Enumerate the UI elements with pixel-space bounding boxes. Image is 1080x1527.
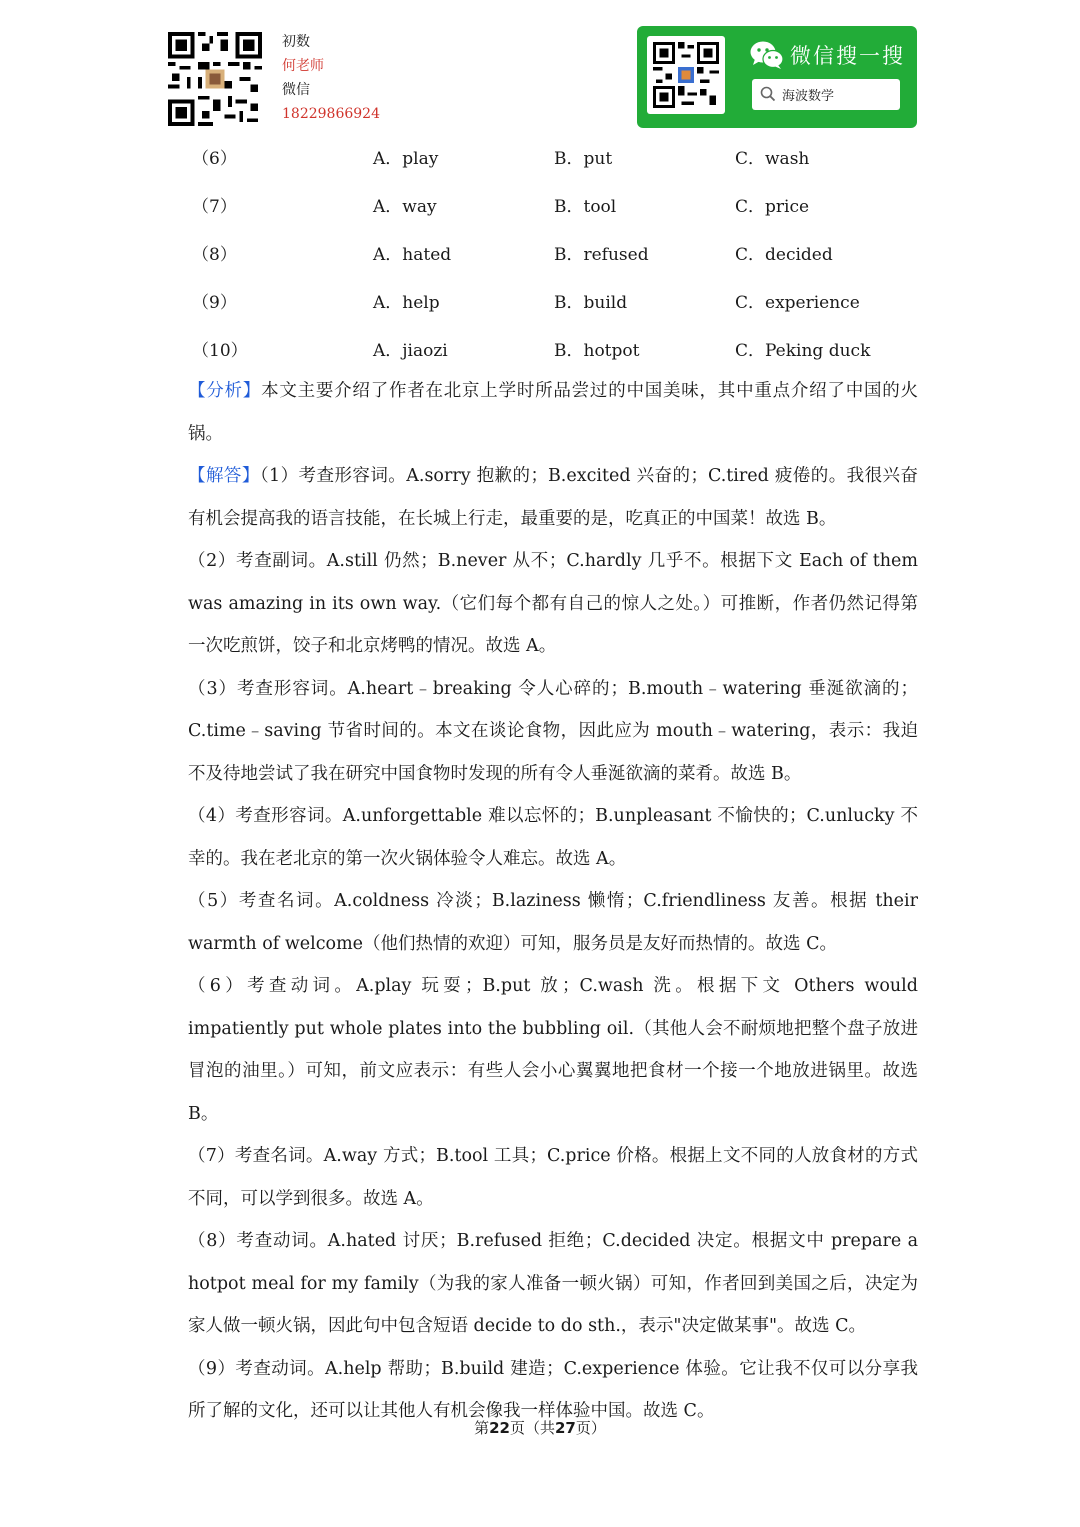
option-row xyxy=(0,240,1080,270)
option-a: A．hated xyxy=(373,245,452,265)
analysis-text: 本文主要介绍了作者在北京上学时所品尝过的中国美味，其中重点介绍了中国的火锅。 xyxy=(188,381,918,444)
answer-item-7: （7）考查名词。A.way 方式；B.tool 工具；C.price 价格。根据上文不同的人放食材的方式不同，可以学到很多。故选 A。 xyxy=(188,1146,918,1209)
answer-label: 【解答】 xyxy=(188,466,260,486)
footer-suffix: 页） xyxy=(575,1419,606,1437)
option-c: C．price xyxy=(735,197,810,217)
explanation-body xyxy=(188,370,918,1433)
search-icon xyxy=(760,86,776,102)
wechat-logo-icon xyxy=(750,40,784,70)
question-number: （7） xyxy=(192,197,237,217)
option-row xyxy=(0,336,1080,366)
page-number: 22 xyxy=(489,1419,510,1437)
option-c: C．wash xyxy=(735,149,810,169)
question-number: （6） xyxy=(192,149,237,169)
question-number: （9） xyxy=(192,293,237,313)
answer-item-4: （4）考查形容词。A.unforgettable 难以忘怀的；B.unpleasant 不愉快的；C.unlucky 不幸的。我在老北京的第一次火锅体验令人难忘。故选 A。 xyxy=(188,806,918,869)
option-a: A．jiaozi xyxy=(373,341,448,361)
answer-item-6: （6）考查动词。A.play 玩耍；B.put 放；C.wash 洗。根据下文 Others would impatiently put whole plates into the bubbling oil.（其他人会不耐烦地把整个盘子放进冒泡的油里。）可知，前文应表示：有些人会小心翼翼地把食材一个接一个地放进锅里。故选 B。 xyxy=(188,976,918,1124)
analysis-label: 【分析】 xyxy=(188,381,262,401)
contact-info xyxy=(282,30,380,126)
answer-item-3: （3）考查形容词。A.heart﹣breaking 令人心碎的；B.mouth﹣watering 垂涎欲滴的；C.time﹣saving 节省时间的。本文在谈论食物，因此应为 mouth﹣watering，表示：我迫不及待地尝试了我在研究中国食物时发现的所有令人垂涎欲滴的菜肴。故选 B。 xyxy=(188,678,918,784)
analysis-paragraph xyxy=(188,370,918,455)
option-a: A．play xyxy=(373,149,439,169)
question-number: （10） xyxy=(192,341,248,361)
wechat-search-box[interactable] xyxy=(752,79,900,110)
footer-middle: 页（共 xyxy=(509,1419,555,1437)
option-b: B．hotpot xyxy=(554,341,640,361)
answer-item-8: （8）考查动词。A.hated 讨厌；B.refused 拒绝；C.decided 决定。根据文中 prepare a hotpot meal for my family（为我的家人准备一顿火锅）可知，作者回到美国之后，决定为家人做一顿火锅，因此句中包含短语 decide to do sth.，表示"决定做某事"。故选 C。 xyxy=(188,1231,918,1336)
answer-item-5: （5）考查名词。A.coldness 冷淡；B.laziness 懒惰；C.friendliness 友善。根据 their warmth of welcome（他们热情的欢迎）可知，服务员是友好而热情的。故选 C。 xyxy=(188,891,918,954)
option-c: C．experience xyxy=(735,293,860,313)
qr-code-icon xyxy=(168,32,262,126)
option-row xyxy=(0,192,1080,222)
page-footer xyxy=(0,1417,1080,1438)
option-a: A．help xyxy=(373,293,440,313)
footer-prefix: 第 xyxy=(474,1419,490,1437)
option-b: B．build xyxy=(554,293,628,313)
option-c: C．Peking duck xyxy=(735,341,871,361)
answer-paragraph xyxy=(188,455,918,540)
option-b: B．tool xyxy=(554,197,617,217)
page-total: 27 xyxy=(555,1419,576,1437)
option-row xyxy=(0,288,1080,318)
wechat-search-banner[interactable] xyxy=(637,26,917,128)
wechat-qr-icon xyxy=(653,42,719,108)
page-header xyxy=(168,30,928,130)
option-b: B．refused xyxy=(554,245,649,265)
answer-item-1: （1）考查形容词。A.sorry 抱歉的；B.excited 兴奋的；C.tired 疲倦的。我很兴奋有机会提高我的语言技能，在长城上行走，最重要的是，吃真正的中国菜！故选 B。 xyxy=(188,466,918,529)
contact-teacher: 何老师 xyxy=(282,58,324,74)
wechat-search-keyword: 海波数学 xyxy=(782,89,835,104)
answer-item-2: （2）考查副词。A.still 仍然；B.never 从不；C.hardly 几乎不。根据下文 Each of them was amazing in its own way.（它们每个都有自己的惊人之处。）可推断，作者仍然记得第一次吃煎饼，饺子和北京烤鸭的情况。故选 A。 xyxy=(188,551,918,656)
contact-wechat-label: 微信 xyxy=(282,82,310,98)
contact-phone: 18229866924 xyxy=(282,106,380,122)
option-row xyxy=(0,144,1080,174)
contact-subject: 初数 xyxy=(282,34,310,50)
question-number: （8） xyxy=(192,245,237,265)
option-b: B．put xyxy=(554,149,613,169)
wechat-qr-frame xyxy=(647,36,725,114)
option-c: C．decided xyxy=(735,245,833,265)
option-a: A．way xyxy=(373,197,437,217)
wechat-search-title: 微信搜一搜 xyxy=(790,44,905,68)
answer-item-9: （9）考查动词。A.help 帮助；B.build 建造；C.experience 体验。它让我不仅可以分享我所了解的文化，还可以让其他人有机会像我一样体验中国。故选 C。 xyxy=(188,1358,918,1421)
